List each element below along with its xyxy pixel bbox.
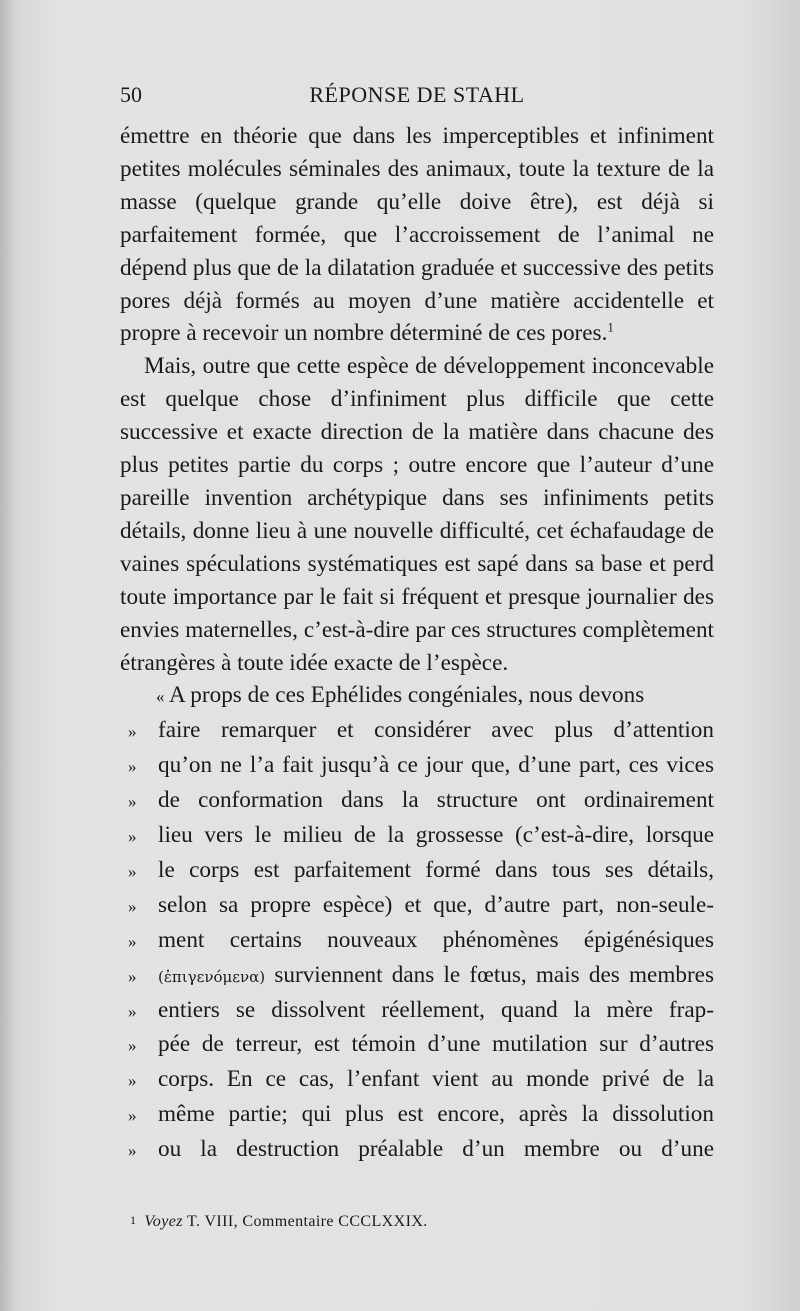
quote-line-text: surviennent dans le fœtus, mais des membres: [274, 961, 714, 988]
quote-line-text: qu’on ne l’a fait jusqu’à ce jour que, d’une part, ces vices: [158, 752, 714, 779]
quote-line-text: de conformation dans la structure ont ordinairement: [158, 787, 714, 814]
running-head: RÉPONSE DE STAHL: [309, 82, 525, 107]
page-header: [120, 82, 714, 112]
quote-line-mark: »: [128, 1071, 137, 1091]
quote-line-mark: »: [128, 1141, 137, 1161]
quote-line: [128, 819, 714, 854]
quote-line-mark: »: [128, 966, 137, 986]
quote-line: [128, 924, 714, 959]
paragraph-1: [120, 120, 714, 350]
quote-line-text: corps. En ce cas, l’enfant vient au monde privé de la: [158, 1066, 714, 1093]
quote-first-line-text: A props de ces Ephélides congéniales, nous devons: [169, 682, 645, 709]
footnote-reference: 1: [607, 319, 614, 335]
quote-line: [128, 994, 714, 1029]
footnote: [130, 1213, 428, 1231]
paragraph-1-text: émettre en théorie que dans les imperceptibles et infiniment petites molécules séminales des animaux, toute la texture de la masse (quelque grande qu’elle doive être), est déjà si parfaitement formée, que l’accroissement de l’animal ne dépend plus que de la dilatation graduée et successive des petits pores déjà formés au moyen d’une matière accidentelle et propre à recevoir un nombre déterminé de ces pores.: [120, 123, 714, 347]
quote-line-mark: »: [128, 827, 137, 847]
quote-line-mark: »: [128, 757, 137, 777]
quote-line-text: même partie; qui plus est encore, après la dissolution: [158, 1101, 714, 1128]
quote-line-text: selon sa propre espèce) et que, d’autre part, non-seule-: [158, 891, 714, 918]
quote-line-mark: »: [128, 931, 137, 951]
quote-line-mark: »: [128, 1001, 137, 1021]
quote-line-mark: »: [128, 896, 137, 916]
quote-line-text: lieu vers le milieu de la grossesse (c’est-à-dire, lorsque: [158, 822, 714, 849]
quote-line-text: entiers se dissolvent réellement, quand la mère frap-: [158, 996, 714, 1023]
paragraph-2: Mais, outre que cette espèce de développement inconcevable est quelque chose d’infiniment plus difficile que cette successive et exacte direction de la matière dans chacune des plus petites partie du corps ; outre encore que l’auteur d’une pareille invention archétypique dans ses infiniments petits détails, donne lieu à une nouvelle difficulté, cet échafaudage de vaines spéculations systématiques est sapé dans sa base et perd toute importance par le fait si fréquent et presque journalier des envies maternelles, c’est-à-dire par ces structures complètement étrangères à toute idée exacte de l’espèce.: [120, 353, 714, 676]
page-number: 50: [120, 82, 142, 107]
quote-first-line: [120, 679, 714, 714]
quote-line-text: ment certains nouveaux phénomènes épigénésiques: [158, 926, 714, 953]
quote-line-mark: »: [128, 861, 137, 881]
quote-line-mark: »: [128, 792, 137, 812]
footnote-mark: 1: [130, 1213, 137, 1227]
quote-line: [128, 1063, 714, 1098]
quotation-block: [120, 679, 714, 1168]
quote-line: [128, 714, 714, 749]
quote-line: [128, 749, 714, 784]
quote-line: [128, 1028, 714, 1063]
quote-open-mark: «: [156, 687, 165, 707]
footnote-text: T. VIII, Commentaire CCCLXXIX.: [186, 1213, 428, 1230]
quote-line: [128, 1133, 714, 1168]
quote-line-text: le corps est parfaitement formé dans tous ses détails,: [158, 856, 714, 883]
quote-line-text: faire remarquer et considérer avec plus d’attention: [158, 717, 714, 744]
quote-line: [128, 854, 714, 889]
quote-line-mark: »: [128, 1106, 137, 1126]
quote-line: [128, 784, 714, 819]
quote-line-mark: »: [128, 1036, 137, 1056]
body-text: [120, 120, 714, 1168]
quote-line: [128, 959, 714, 994]
quote-line-text: ou la destruction préalable d’un membre ou d’une: [158, 1136, 714, 1163]
greek-word: (ἐπιγενόμενα): [158, 967, 266, 986]
quote-line-mark: »: [128, 722, 137, 742]
footnote-italic: Voyez: [144, 1213, 183, 1230]
quote-line-text: pée de terreur, est témoin d’une mutilation sur d’autres: [158, 1031, 714, 1058]
quote-line: [128, 1098, 714, 1133]
quote-line-text-greek: [158, 959, 714, 994]
quote-line: [128, 889, 714, 924]
